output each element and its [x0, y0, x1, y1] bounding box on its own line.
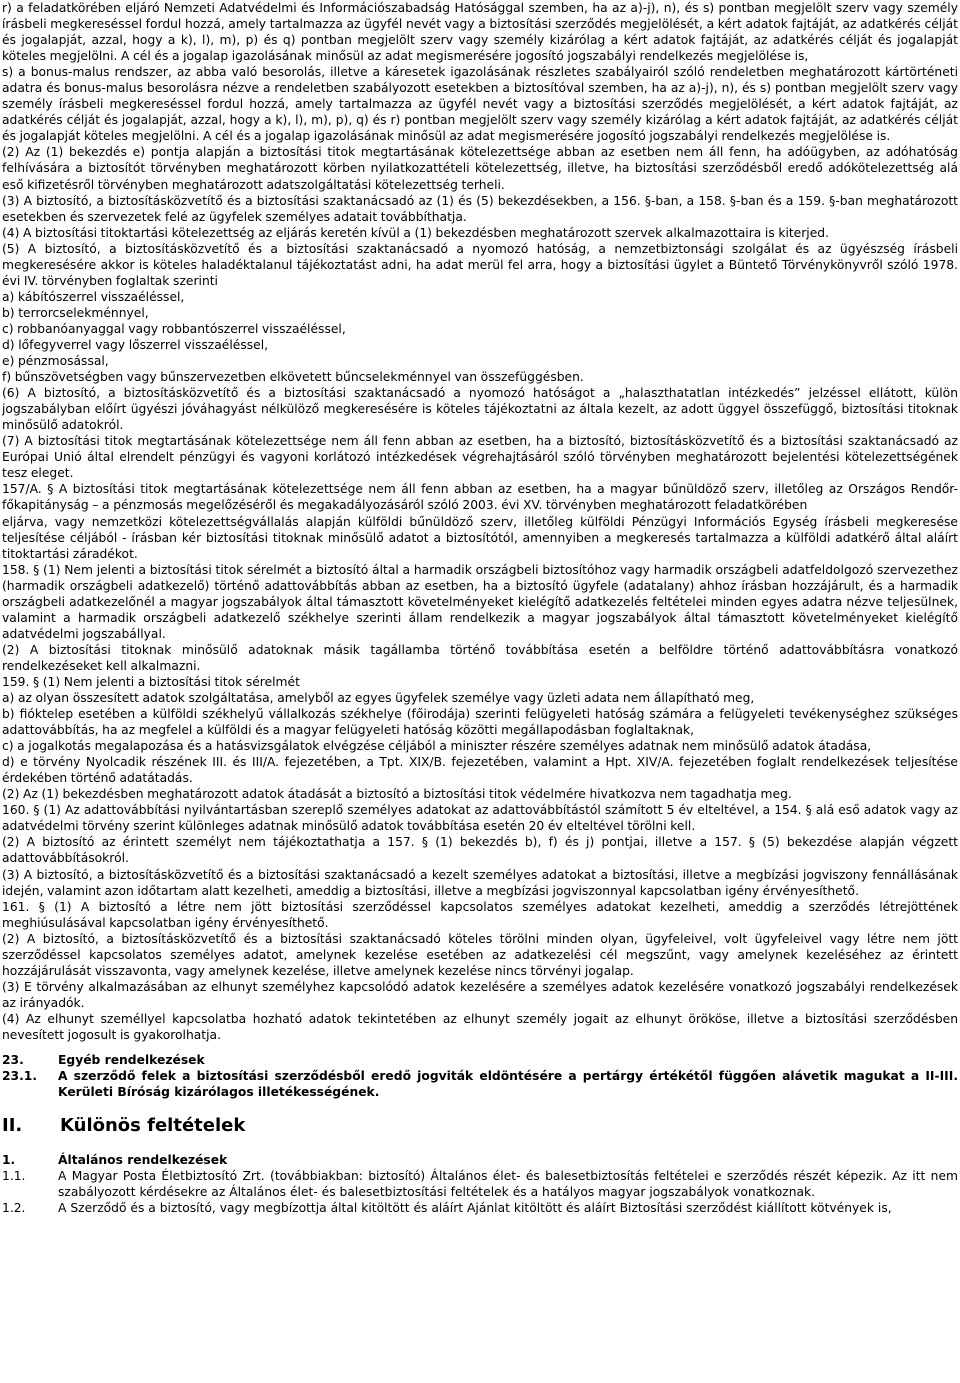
section-text: A Magyar Posta Életbiztosító Zrt. (továbbiakban: biztosító) Általános élet- és balesetbiztosítás feltételei e szerződés részét képezik. Az itt nem szabályozott kérdésekre az Általános élet- és balesetbiztosítási feltételek és a hatályos magyar jogszabályok vonatkoznak.: [58, 1169, 958, 1200]
part-number: II.: [2, 1115, 23, 1137]
section-number: 1.: [2, 1153, 16, 1168]
paragraph: (3) E törvény alkalmazásában az elhunyt személyhez kapcsolódó adatok kezelésére a személyes adatok kezelésére vonatkozó jogszabályi rendelkezések az irányadók.: [2, 979, 958, 1010]
section-text: A szerződő felek a biztosítási szerződésből eredő jogviták eldöntésére a pertárgy értékétől függően alávetik magukat a II-III. Kerületi Bíróság kizárólagos illetékességének.: [58, 1069, 958, 1100]
paragraph: eljárva, vagy nemzetközi kötelezettségvállalás alapján külföldi bűnüldöző szerv, illetőleg külföldi Pénzügyi Információs Egység írásbeli megkeresése teljesítése céljából - írásban kér biztosítási titoknak minősülő adatot a biztosítótól, amennyiben a megkeresés tartalmazza a külföldi adatkérő által aláírt titoktartási záradékot.: [2, 514, 958, 561]
paragraph: (4) Az elhunyt személlyel kapcsolatba hozható adatok tekintetében az elhunyt személy jogait az elhunyt örököse, illetve a biztosítási szerződésben nevesített jogosult is gyakorolhatja.: [2, 1011, 958, 1042]
list-item: c) a jogalkotás megalapozása és a hatásvizsgálatok elvégzése céljából a miniszter részére személyes adatnak nem minősülő adatok átadása,: [2, 739, 872, 754]
paragraph: (2) A biztosító az érintett személyt nem tájékoztathatja a 157. § (1) bekezdés b), f) és j) pontjai, illetve a 157. § (5) bekezdése alapján végzett adattovábbításokról.: [2, 835, 958, 866]
part-title: Különös feltételek: [60, 1115, 246, 1137]
paragraph: (2) A biztosítási titoknak minősülő adatoknak másik tagállamba történő továbbítása esetén a belföldre történő adattovábbításra vonatkozó rendelkezéseket kell alkalmazni.: [2, 642, 958, 673]
list-item: a) kábítószerrel visszaéléssel,: [2, 289, 185, 304]
paragraph: s) a bonus-malus rendszer, az abba való besorolás, illetve a káresetek igazolásának részletes szabályairól szóló rendeletben meghatározott kártörténeti adatra és bonus-malus besorolásra nézve a rendeletben szabályozott esetekben a biztosítóval szemben, ha az a)-j), n), és s) pontban megjelölt szerv vagy személy írásbeli megkereséssel fordul hozzá, amely tartalmazza az ügyfél nevét vagy a biztosítási szerződés megjelölését, a kért adatok fajtáját, az adatkérés célját és jogalapját, azzal, hogy a k), l), m), p), q) és r) pontban megjelölt szerv vagy személy kizárólag a kért adatok fajtáját, az adatkérés célját és jogalapját köteles megjelölni. A cél és a jogalap igazolásának minősül az adat megismerésére jogosító jogszabályi rendelkezés megjelölése is.: [2, 65, 958, 144]
section-1-heading: [2, 1152, 958, 1168]
paragraph: (5) A biztosító, a biztosításközvetítő és a biztosítási szaktanácsadó a nyomozó hatóság, a nemzetbiztonsági szolgálat és az ügyészség írásbeli megkeresésére akkor is köteles haladéktalanul tájékoztatást adni, ha adat merül fel arra, hogy a biztosítási ügylet a Büntető Törvénykönyvről szóló 1978. évi IV. törvényben foglaltak szerinti: [2, 241, 958, 288]
list-item: d) lőfegyverrel vagy lőszerrel visszaéléssel,: [2, 337, 269, 352]
paragraph: (2) Az (1) bekezdés e) pontja alapján a biztosítási titok megtartásának kötelezettsége abban az esetben nem áll fenn, ha adóügyben, az adóhatóság felhívására a biztosítót törvényben meghatározott körben nyilatkozattételi kötelezettség, illetve, ha biztosítási szerződésből eredő adókötelezettség alá eső kifizetésről törvényben meghatározott adatszolgáltatási kötelezettség terheli.: [2, 145, 958, 192]
spacer: [2, 1043, 958, 1052]
list-item: e) pénzmosással,: [2, 354, 109, 369]
spacer: [2, 1138, 958, 1152]
section-1-1: [2, 1168, 958, 1200]
paragraph: r) a feladatkörében eljáró Nemzeti Adatvédelmi és Információszabadság Hatósággal szemben, ha az a)-j), n), és s) pontban megjelölt szerv vagy személy írásbeli megkereséssel fordul hozzá, amely tartalmazza az ügyfél nevét vagy a biztosítási szerződés megjelölését, a kért adatok fajtáját, az adatkérés célját és jogalapját, azzal, hogy a k), l), m), p) és q) pontban megjelölt szerv vagy személy kizárólag a kért adatok fajtáját, az adatkérés célját és jogalapját köteles megjelölni. A cél és a jogalap igazolásának minősül az adat megismerésére jogosító jogszabályi rendelkezés megjelölése is,: [2, 1, 958, 64]
paragraph: (3) A biztosító, a biztosításközvetítő és a biztosítási szaktanácsadó az (1) és (5) bekezdésekben, a 156. §-ban, a 158. §-ban és a 159. §-ban meghatározott esetekben és szervezetek felé az ügyfelek személyes adatait továbbíthatja.: [2, 193, 958, 224]
spacer: [2, 1100, 958, 1114]
list-item: d) e törvény Nyolcadik részének III. és III/A. fejezetében, a Tpt. XIX/B. fejezetében, valamint a Hpt. XIV/A. fejezetében foglalt rendelkezések teljesítése érdekében történő adatátadás.: [2, 755, 958, 786]
part-ii-heading: [2, 1114, 958, 1138]
section-title: Általános rendelkezések: [58, 1153, 228, 1168]
paragraph: 160. § (1) Az adattovábbítási nyilvántartásban szereplő személyes adatokat az adattovábbítástól számított 5 év elteltével, a 154. § alá eső adatok vagy az adatvédelmi törvény szerint különleges adatnak minősülő adatok továbbítása esetén 20 év elteltével törölni kell.: [2, 803, 958, 834]
list-item: a) az olyan összesített adatok szolgáltatása, amelyből az egyes ügyfelek személye vagy üzleti adata nem állapítható meg,: [2, 691, 755, 706]
paragraph: (3) A biztosító, a biztosításközvetítő és a biztosítási szaktanácsadó a kezelt személyes adatokat a biztosítási, illetve a megbízási jogviszony fennállásának idején, valamint azon időtartam alatt kezelheti, ameddig a biztosítási, illetve a megbízási jogviszonnyal kapcsolatban igény érvényesíthető.: [2, 867, 958, 898]
paragraph: (4) A biztosítási titoktartási kötelezettség az eljárás keretén kívül a (1) bekezdésben meghatározott szervek alkalmazottaira is kiterjed.: [2, 225, 830, 240]
paragraph: (2) Az (1) bekezdésben meghatározott adatok átadását a biztosító a biztosítási titok védelmére hivatkozva nem tagadhatja meg.: [2, 787, 792, 802]
paragraph: 158. § (1) Nem jelenti a biztosítási titok sérelmét a biztosító által a harmadik országbeli biztosítóhoz vagy harmadik országbeli adatfeldolgozó szervezethez (harmadik országbeli adatkezelő) történő adattovábbítás abban az esetben, ha a biztosító ügyfele (adatalany) ahhoz írásban hozzájárult, és a harmadik országbeli adatkezelőnél a magyar jogszabályok által támasztott követelményeket kielégítő adatkezelés feltételei minden egyes adatra nézve teljesülnek, valamint a harmadik országbeli adatkezelő székhelye szerinti állam rendelkezik a magyar jogszabályok által támasztott követelményeket kielégítő adatvédelmi jogszabállyal.: [2, 562, 958, 641]
body-text: [2, 0, 958, 1043]
paragraph: (6) A biztosító, a biztosításközvetítő és a biztosítási szaktanácsadó a nyomozó hatóságot a „halaszthatatlan intézkedés” jelzéssel ellátott, külön jogszabályban előírt ügyészi jóváhagyást nélkülöző megkeresésére is köteles tájékoztatni az általa kezelt, az adott üggyel összefüggő, biztosítási titoknak minősülő adatokról.: [2, 386, 958, 433]
section-text: A Szerződő és a biztosító, vagy megbízottja által kitöltött és aláírt Ajánlat kitöltött és aláírt Biztosítási szerződést kiállított kötvények is,: [58, 1201, 892, 1216]
paragraph: (7) A biztosítási titok megtartásának kötelezettsége nem áll fenn abban az esetben, ha a biztosító, biztosításközvetítő és a biztosítási szaktanácsadó az Európai Unió által elrendelt pénzügyi és vagyoni korlátozó intézkedések végrehajtásáról szóló törvényben meghatározott bejelentési kötelezettségének tesz eleget.: [2, 434, 958, 481]
section-23-heading: [2, 1052, 958, 1068]
list-item: b) terrorcselekménnyel,: [2, 305, 149, 320]
section-number: 23.: [2, 1053, 24, 1068]
section-title: Egyéb rendelkezések: [58, 1053, 205, 1068]
section-1-2: [2, 1200, 958, 1216]
paragraph: 161. § (1) A biztosító a létre nem jött biztosítási szerződéssel kapcsolatos személyes adatokat kezelheti, ameddig a szerződés létrejöttének meghiúsulásával kapcsolatban igény érvényesíthető.: [2, 899, 958, 930]
paragraph: 159. § (1) Nem jelenti a biztosítási titok sérelmét: [2, 674, 300, 689]
section-number: 23.1.: [2, 1069, 38, 1084]
list-item: b) fióktelep esetében a külföldi székhelyű vállalkozás székhelye (főirodája) szerinti felügyeleti hatóság számára a felügyeleti tevékenységhez szükséges adattovábbítás, ha az megfelel a külföldi és a magyar felügyeleti hatóság közötti megállapodásban foglaltaknak,: [2, 707, 958, 738]
list-item: c) robbanóanyaggal vagy robbantószerrel visszaéléssel,: [2, 321, 346, 336]
section-number: 1.1.: [2, 1169, 26, 1184]
section-23-1: [2, 1068, 958, 1100]
list-item: f) bűnszövetségben vagy bűnszervezetben elkövetett bűncselekménnyel van összefüggésben.: [2, 370, 584, 385]
paragraph: 157/A. § A biztosítási titok megtartásának kötelezettsége nem áll fenn abban az esetben, ha a magyar bűnüldöző szerv, illetőleg az Országos Rendőr-főkapitányság – a pénzmosás megelőzéséről és megakadályozásáról szóló 2003. évi XV. törvényben meghatározott feladatkörében: [2, 482, 958, 513]
paragraph: (2) A biztosító, a biztosításközvetítő és a biztosítási szaktanácsadó köteles törölni minden olyan, ügyfeleivel, volt ügyfeleivel vagy létre nem jött szerződéssel kapcsolatos személyes adatot, amelynek kezelése esetében az adatkezelési cél megszűnt, vagy amelynek kezeléséhez az érintett hozzájárulását visszavonta, vagy amelynek kezelése, illetve amelynek kezelése nincs törvényi jogalap.: [2, 931, 958, 978]
section-number: 1.2.: [2, 1201, 26, 1216]
